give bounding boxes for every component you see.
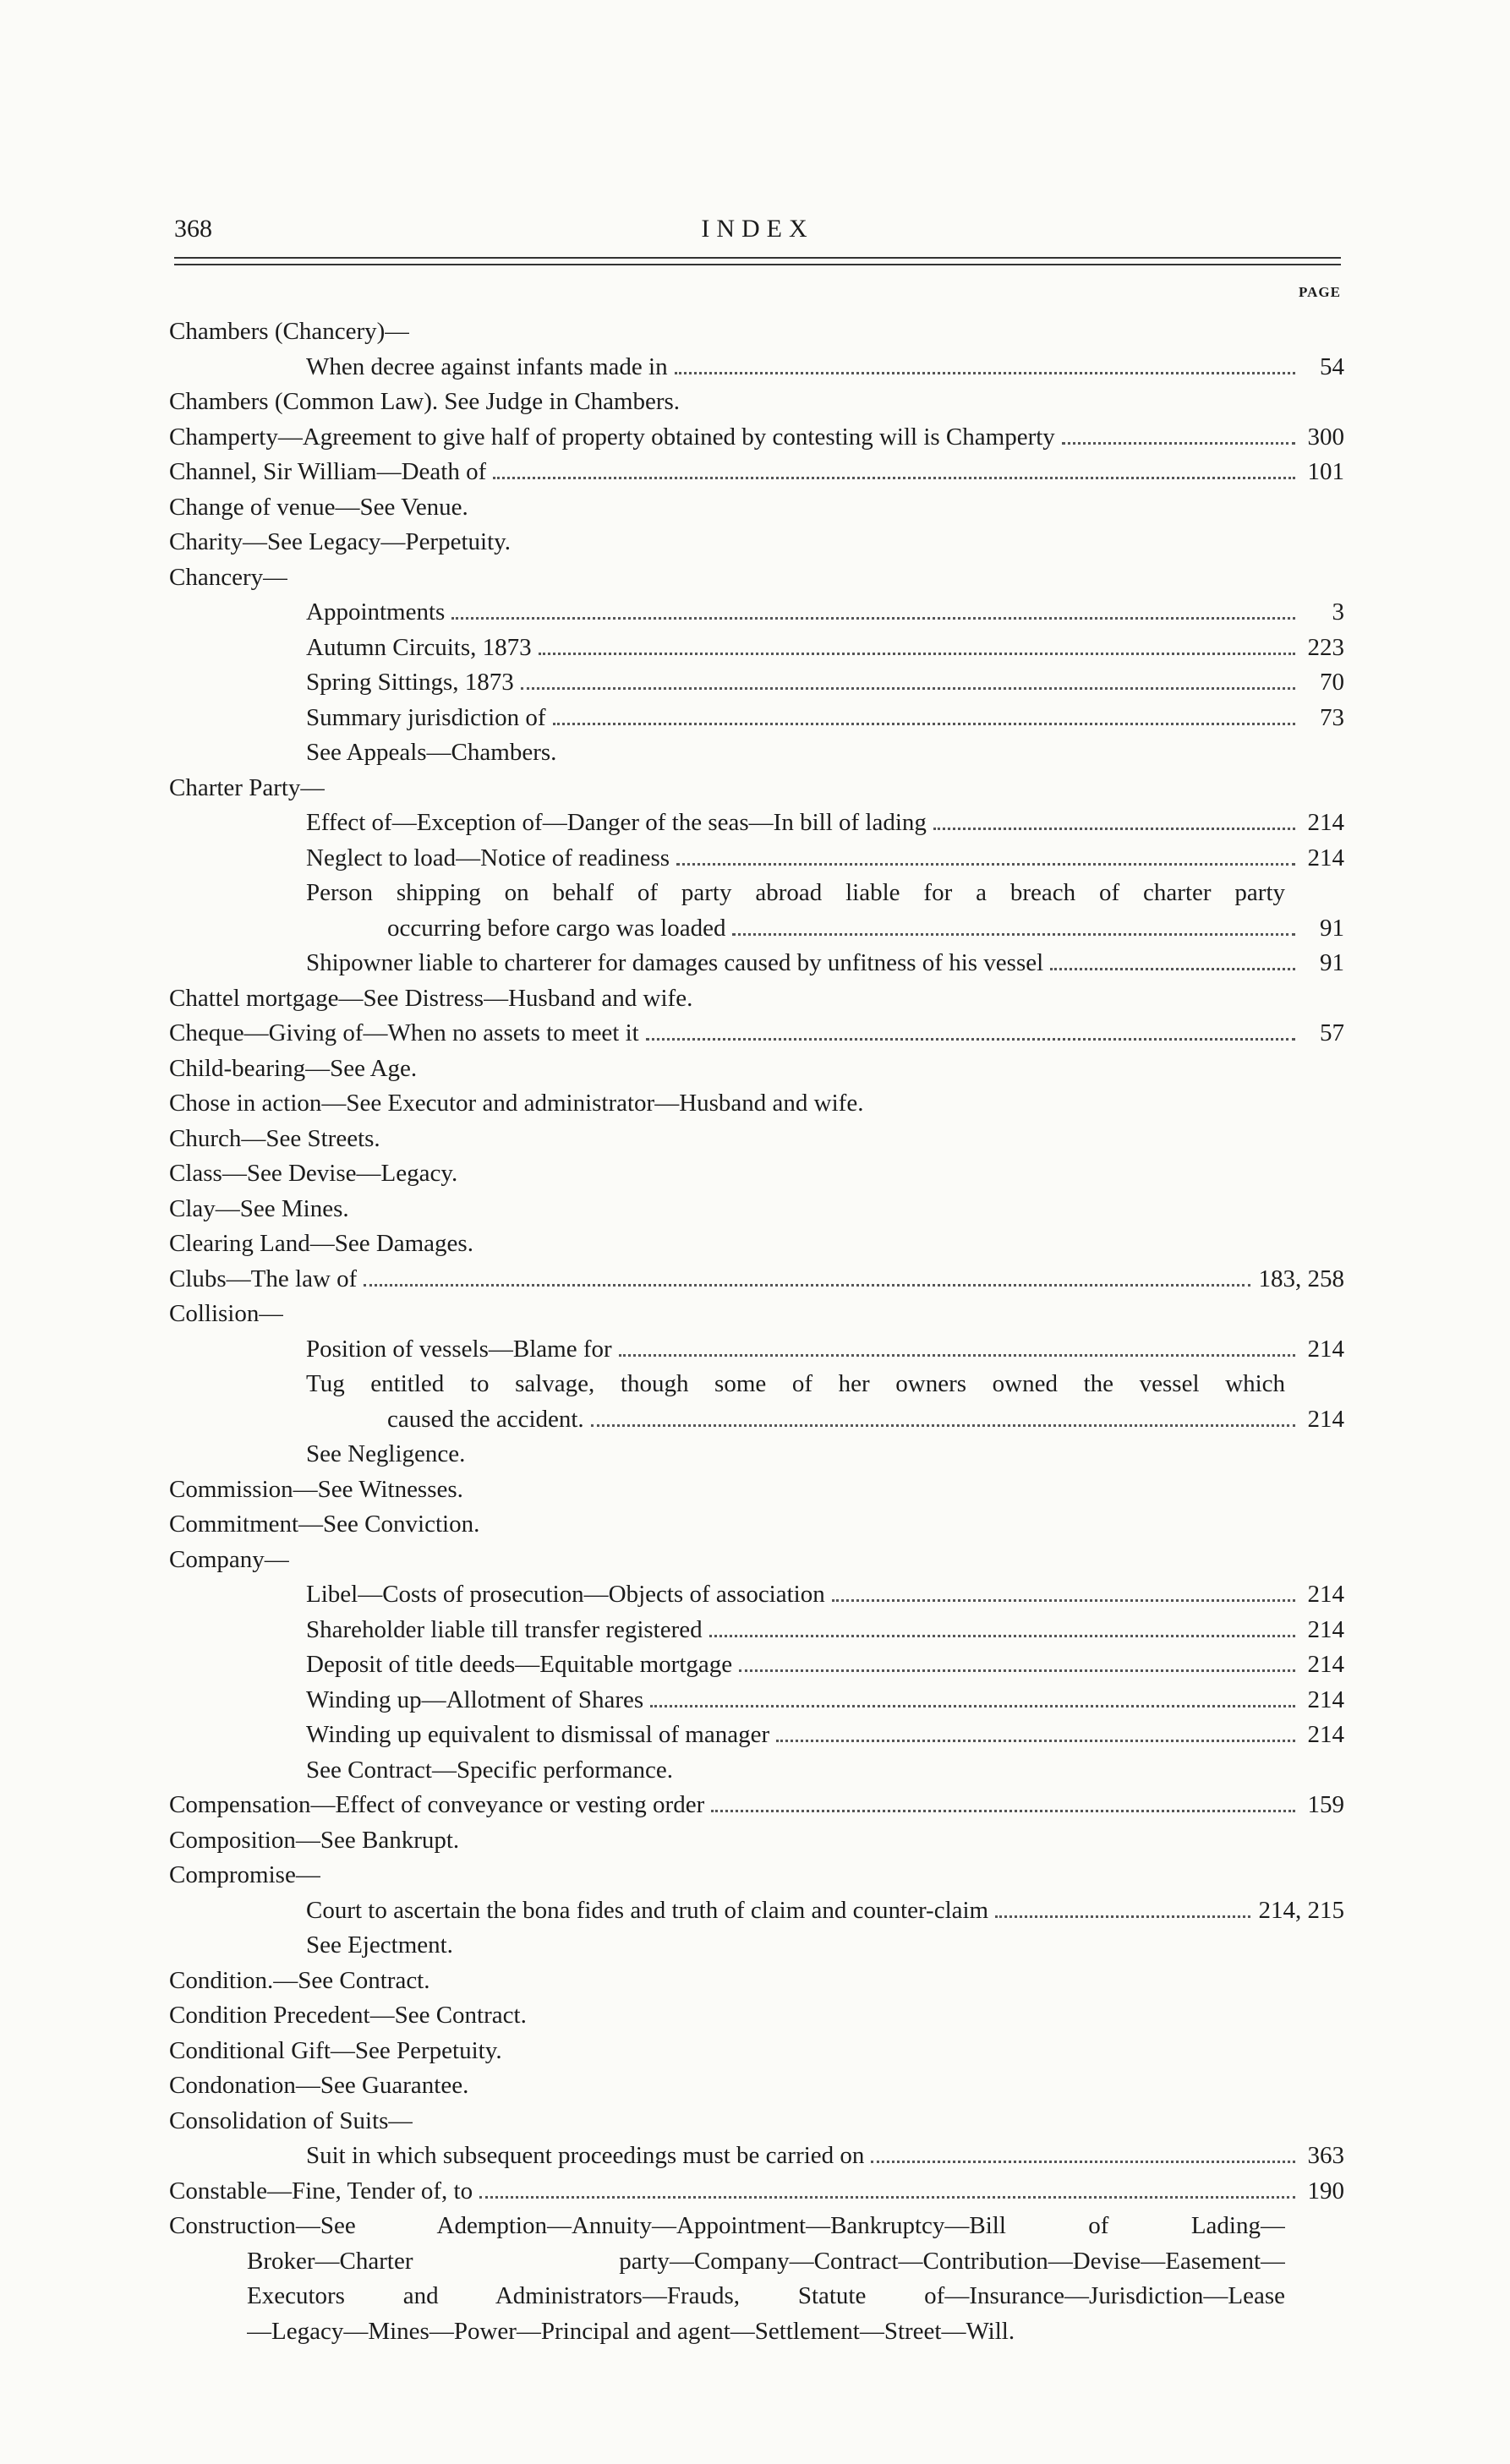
entry-page-number: 214 <box>1307 1335 1344 1363</box>
entry-text: Position of vessels—Blame for <box>306 1335 612 1363</box>
entry-page-number: 214 <box>1307 844 1344 871</box>
index-entry <box>169 1122 1344 1157</box>
entry-page-number: 70 <box>1320 669 1344 696</box>
entry-page-number: 91 <box>1320 914 1344 942</box>
index-entry <box>169 1964 1344 1999</box>
index-entry <box>169 1543 1344 1578</box>
running-head: INDEX <box>701 215 814 243</box>
index-entry <box>169 1332 1344 1368</box>
entry-page-number: 73 <box>1320 703 1344 731</box>
index-entry <box>169 735 1344 771</box>
dot-leader <box>591 1424 1295 1427</box>
entry-text: Chambers (Chancery)— <box>169 318 410 345</box>
page-column-label: PAGE <box>1299 284 1341 300</box>
entry-text: Compensation—Effect of conveyance or vesting order <box>169 1791 705 1818</box>
entry-page-number: 214 <box>1307 1721 1344 1748</box>
dot-leader <box>521 687 1295 690</box>
dot-leader <box>933 828 1295 830</box>
index-entry <box>169 560 1344 596</box>
entry-text: Winding up—Allotment of Shares <box>306 1685 644 1713</box>
entry-text: Champerty—Agreement to give half of property obtained by contesting will is Champerty <box>169 423 1055 451</box>
entry-page-number: 214 <box>1307 1405 1344 1433</box>
dot-leader <box>1062 442 1295 445</box>
entry-page-number: 214 <box>1307 1685 1344 1713</box>
entry-page-number: 54 <box>1320 352 1344 380</box>
entry-text: Company— <box>169 1545 289 1573</box>
dot-leader <box>451 617 1295 620</box>
entry-text: See Appeals—Chambers. <box>306 739 557 766</box>
entry-text: Change of venue—See Venue. <box>169 493 468 521</box>
index-entry <box>169 806 1344 841</box>
index-entry <box>169 1192 1344 1227</box>
entry-text: See Ejectment. <box>306 1931 453 1959</box>
entry-text: Commitment—See Conviction. <box>169 1511 480 1538</box>
index-entry <box>169 1613 1344 1648</box>
dot-leader <box>675 372 1295 374</box>
index-entry <box>169 1647 1344 1683</box>
index-entry <box>169 1367 1344 1402</box>
index-entry <box>169 1753 1344 1789</box>
entry-text: Charity—See Legacy—Perpetuity. <box>169 528 512 555</box>
dot-leader <box>650 1705 1295 1707</box>
index-entry <box>169 1577 1344 1613</box>
entry-text: Constable—Fine, Tender of, to <box>169 2177 473 2204</box>
entry-page-number: 3 <box>1332 598 1344 626</box>
entry-text: Chattel mortgage—See Distress—Husband and wife. <box>169 984 693 1012</box>
entry-page-number: 101 <box>1307 458 1344 485</box>
index-entry <box>169 1086 1344 1122</box>
entry-text: Executors and Administrators—Frauds, Statute of—Insurance—Jurisdiction—Lease <box>247 2282 1285 2309</box>
index-entry <box>169 1402 1344 1438</box>
entry-text: Autumn Circuits, 1873 <box>306 633 532 661</box>
index-entry <box>169 1472 1344 1508</box>
index-entry <box>169 981 1344 1017</box>
index-entry <box>169 525 1344 560</box>
entry-text: Chambers (Common Law). See Judge in Chambers. <box>169 388 681 415</box>
index-entry <box>169 490 1344 526</box>
entry-text: Composition—See Bankrupt. <box>169 1826 460 1854</box>
entry-text: Suit in which subsequent proceedings must be carried on <box>306 2142 865 2169</box>
index-entry <box>169 665 1344 701</box>
entry-text: Tug entitled to salvage, though some of her owners owned the vessel which <box>306 1370 1285 1397</box>
entry-page-number: 214 <box>1307 809 1344 836</box>
dot-leader <box>539 653 1295 655</box>
entry-text: caused the accident. <box>387 1405 584 1433</box>
entry-text: Shipowner liable to charterer for damages caused by unfitness of his vessel <box>306 949 1044 976</box>
dot-leader <box>553 723 1295 725</box>
entry-text: Child-bearing—See Age. <box>169 1054 418 1082</box>
entry-page-number: 91 <box>1320 949 1344 976</box>
dot-leader <box>709 1635 1295 1637</box>
index-entry <box>169 455 1344 490</box>
index-entry <box>169 1788 1344 1823</box>
entry-text: —Legacy—Mines—Power—Principal and agent—Settlement—Street—Will. <box>247 2317 1015 2345</box>
entry-text: Construction—See Ademption—Annuity—Appointment—Bankruptcy—Bill of Lading— <box>169 2212 1285 2239</box>
index-entry <box>169 1858 1344 1893</box>
index-entry <box>169 350 1344 385</box>
index-entry <box>169 2034 1344 2069</box>
index-entries <box>169 314 1344 2349</box>
index-entry <box>169 1262 1344 1298</box>
entry-text: Person shipping on behalf of party abroad liable for a breach of charter party <box>306 879 1285 906</box>
index-entry <box>169 1437 1344 1472</box>
entry-page-number: 183, 258 <box>1258 1265 1344 1292</box>
entry-text: Consolidation of Suits— <box>169 2106 413 2134</box>
dot-leader <box>619 1354 1295 1357</box>
entry-text: Class—See Devise—Legacy. <box>169 1160 458 1187</box>
entry-text: Condition.—See Contract. <box>169 1966 430 1994</box>
index-entry <box>169 771 1344 806</box>
entry-text: Channel, Sir William—Death of <box>169 458 487 485</box>
index-entry <box>169 946 1344 981</box>
index-entry <box>169 2104 1344 2139</box>
index-entry <box>169 911 1344 947</box>
entry-text: occurring before cargo was loaded <box>387 914 726 942</box>
index-entry <box>169 1718 1344 1753</box>
dot-leader <box>711 1810 1295 1812</box>
index-entry <box>169 1998 1344 2034</box>
entry-text: Clearing Land—See Damages. <box>169 1230 473 1257</box>
entry-text: Summary jurisdiction of <box>306 703 546 731</box>
entry-text: Court to ascertain the bona fides and truth of claim and counter-claim <box>306 1896 989 1924</box>
entry-text: Conditional Gift—See Perpetuity. <box>169 2036 502 2064</box>
index-entry <box>169 841 1344 877</box>
dot-leader <box>832 1599 1295 1602</box>
index-entry <box>169 876 1344 911</box>
entry-text: Shareholder liable till transfer registered <box>306 1615 703 1643</box>
entry-text: Deposit of title deeds—Equitable mortgage <box>306 1651 733 1678</box>
index-entry <box>169 420 1344 456</box>
dot-leader <box>739 1669 1295 1672</box>
index-entry <box>169 2174 1344 2210</box>
index-entry <box>169 314 1344 350</box>
dot-leader <box>364 1284 1250 1287</box>
index-entry <box>169 2314 1344 2350</box>
index-entry <box>169 2209 1344 2244</box>
entry-text: Spring Sittings, 1873 <box>306 669 514 696</box>
dot-leader <box>646 1038 1295 1041</box>
entry-page-number: 300 <box>1307 423 1344 451</box>
header-rule <box>174 257 1341 259</box>
index-entry <box>169 1227 1344 1262</box>
entry-page-number: 214 <box>1307 1651 1344 1678</box>
entry-text: Appointments <box>306 598 446 626</box>
entry-text: When decree against infants made in <box>306 352 668 380</box>
dot-leader <box>493 477 1295 479</box>
index-entry <box>169 2068 1344 2104</box>
entry-page-number: 214 <box>1307 1615 1344 1643</box>
entry-text: Charter Party— <box>169 773 326 801</box>
index-entry <box>169 1297 1344 1332</box>
entry-text: See Contract—Specific performance. <box>306 1756 674 1784</box>
index-entry <box>169 1893 1344 1929</box>
dot-leader <box>871 2161 1295 2163</box>
dot-leader <box>676 863 1295 866</box>
page-header <box>174 208 1341 300</box>
page-number: 368 <box>174 215 212 243</box>
dot-leader <box>995 1915 1250 1918</box>
entry-page-number: 214, 215 <box>1258 1896 1344 1924</box>
entry-page-number: 363 <box>1307 2142 1344 2169</box>
index-entry <box>169 2244 1344 2280</box>
index-entry <box>169 1823 1344 1859</box>
entry-text: Condonation—See Guarantee. <box>169 2072 469 2099</box>
entry-page-number: 57 <box>1320 1019 1344 1046</box>
entry-page-number: 223 <box>1307 633 1344 661</box>
entry-text: Condition Precedent—See Contract. <box>169 2002 527 2029</box>
entry-text: Winding up equivalent to dismissal of manager <box>306 1721 770 1748</box>
entry-text: Effect of—Exception of—Danger of the seas—In bill of lading <box>306 809 927 836</box>
entry-text: Church—See Streets. <box>169 1124 380 1152</box>
index-entry <box>169 701 1344 736</box>
entry-text: Collision— <box>169 1300 284 1327</box>
index-entry <box>169 1052 1344 1087</box>
index-entry <box>169 2279 1344 2314</box>
entry-page-number: 159 <box>1307 1791 1344 1818</box>
index-entry <box>169 385 1344 420</box>
entry-text: Chose in action—See Executor and administrator—Husband and wife. <box>169 1090 864 1117</box>
index-entry <box>169 631 1344 666</box>
dot-leader <box>479 2196 1295 2199</box>
entry-text: Clubs—The law of <box>169 1265 358 1292</box>
index-entry <box>169 595 1344 631</box>
index-entry <box>169 1683 1344 1718</box>
index-entry <box>169 1016 1344 1052</box>
entry-text: Chancery— <box>169 563 288 591</box>
header-rule <box>174 264 1341 265</box>
dot-leader <box>776 1740 1295 1742</box>
entry-text: Clay—See Mines. <box>169 1194 349 1222</box>
entry-page-number: 214 <box>1307 1581 1344 1608</box>
entry-text: Broker—Charter party—Company—Contract—Contribution—Devise—Easement— <box>247 2247 1285 2275</box>
index-entry <box>169 2139 1344 2174</box>
index-entry <box>169 1507 1344 1543</box>
entry-text: Neglect to load—Notice of readiness <box>306 844 670 871</box>
entry-text: Cheque—Giving of—When no assets to meet it <box>169 1019 639 1046</box>
entry-text: Commission—See Witnesses. <box>169 1475 463 1503</box>
index-entry <box>169 1156 1344 1192</box>
dot-leader <box>1050 968 1295 970</box>
entry-text: Libel—Costs of prosecution—Objects of association <box>306 1581 825 1608</box>
entry-page-number: 190 <box>1307 2177 1344 2204</box>
entry-text: See Negligence. <box>306 1440 466 1467</box>
dot-leader <box>732 933 1295 936</box>
entry-text: Compromise— <box>169 1861 320 1888</box>
index-entry <box>169 1928 1344 1964</box>
